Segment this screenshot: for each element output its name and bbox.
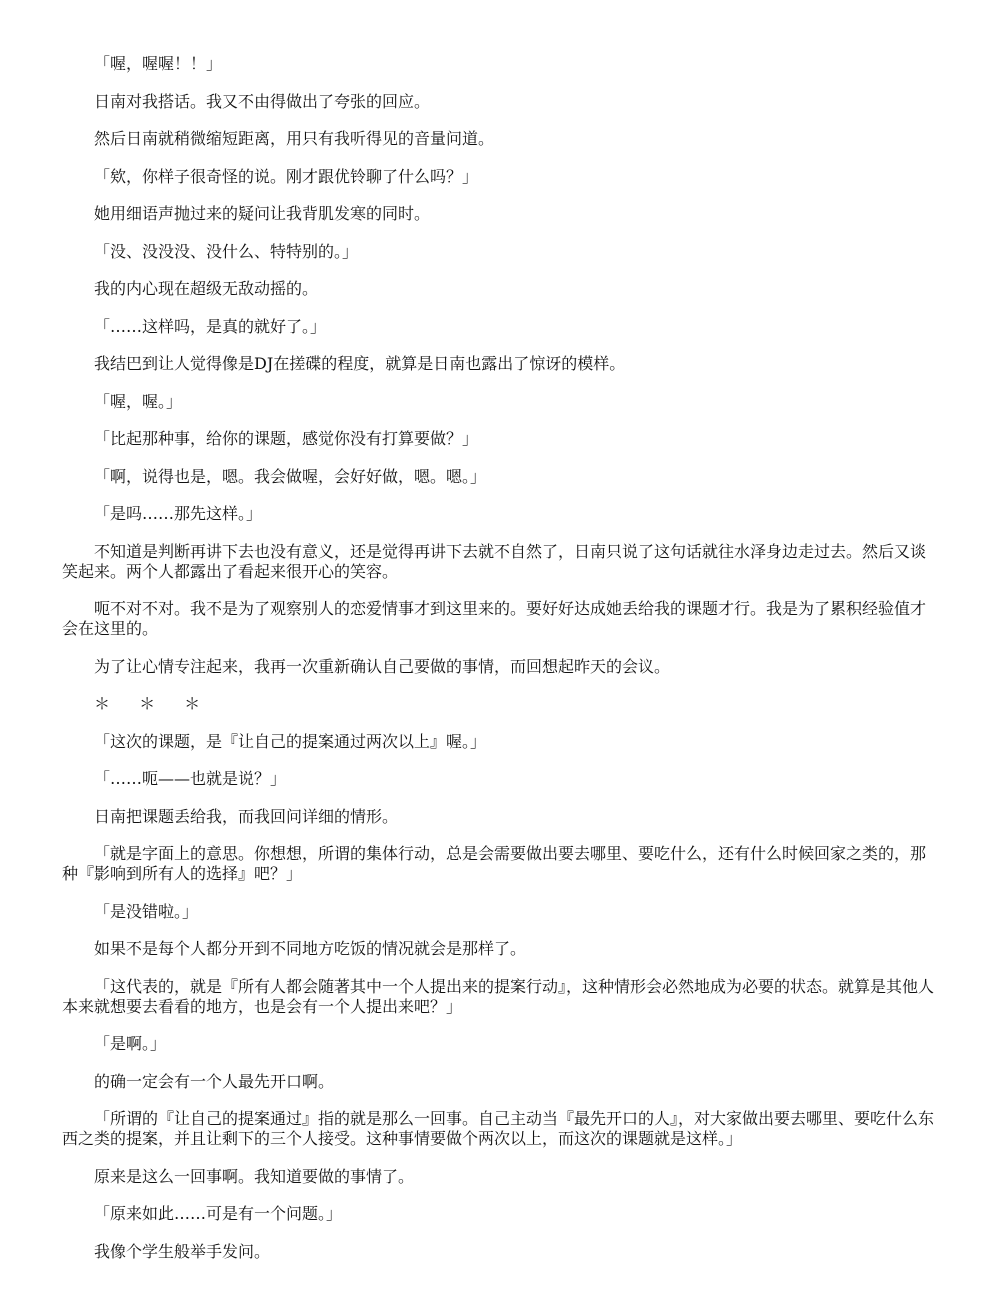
- paragraph: 「啊，说得也是，嗯。我会做喔，会好好做，嗯。嗯。」: [94, 466, 487, 486]
- paragraph: 呃不对不对。我不是为了观察别人的恋爱情事才到这里来的。要好好达成她丢给我的课题才行。我是为了累积经验值才会在这里的。: [62, 599, 927, 638]
- paragraph: 我的内心现在超级无敌动摇的。: [94, 279, 319, 298]
- paragraph: 「原来如此……可是有一个问题。」: [94, 1204, 343, 1223]
- paragraph: 「比起那种事，给你的课题，感觉你没有打算要做？」: [94, 429, 479, 448]
- paragraph: 「所谓的『让自己的提案通过』指的就是那么一回事。自己主动当『最先开口的人』，对大家做出要去哪里、要吃什么东西之类的提案，并且让剩下的三个人接受。这种事情要做个两次以上，而这次的课题就是这样。」: [62, 1109, 935, 1148]
- paragraph: 「喔，喔喔！！」: [94, 54, 223, 73]
- paragraph: 我像个学生般举手发问。: [94, 1241, 271, 1261]
- paragraph: 「没、没没没、没什么、特特别的。」: [94, 241, 359, 261]
- paragraph: 「……呃——也就是说？」: [94, 769, 287, 788]
- paragraph: 「这代表的，就是『所有人都会随著其中一个人提出来的提案行动』，这种情形会必然地成为必要的状态。就算是其他人本来就想要去看看的地方，也是会有一个人提出来吧？」: [62, 976, 935, 1016]
- paragraph: 「是吗……那先这样。」: [94, 504, 263, 523]
- paragraph: 「……这样吗，是真的就好了。」: [94, 316, 327, 336]
- section-separator: ＊ ＊ ＊: [94, 694, 213, 713]
- paragraph: 「这次的课题，是『让自己的提案通过两次以上』喔。」: [94, 731, 487, 751]
- paragraph: 「是啊。」: [94, 1034, 167, 1053]
- paragraph: 的确一定会有一个人最先开口啊。: [94, 1071, 335, 1091]
- paragraph: 为了让心情专注起来，我再一次重新确认自己要做的事情，而回想起昨天的会议。: [94, 656, 671, 676]
- paragraph: 「喔，喔。」: [94, 391, 183, 411]
- paragraph: 「欸，你样子很奇怪的说。刚才跟优铃聊了什么吗？」: [94, 166, 479, 186]
- paragraph: 「就是字面上的意思。你想想，所谓的集体行动，总是会需要做出要去哪里、要吃什么，还有什么时候回家之类的，那种『影响到所有人的选择』吧？」: [62, 844, 927, 883]
- paragraph: 她用细语声抛过来的疑问让我背肌发寒的同时。: [94, 204, 431, 223]
- paragraph: 不知道是判断再讲下去也没有意义，还是觉得再讲下去就不自然了，日南只说了这句话就往水泽身边走过去。然后又谈笑起来。两个人都露出了看起来很开心的笑容。: [62, 541, 927, 581]
- paragraph: 原来是这么一回事啊。我知道要做的事情了。: [94, 1166, 415, 1186]
- paragraph: 然后日南就稍微缩短距离，用只有我听得见的音量问道。: [94, 129, 495, 148]
- paragraph: 日南对我搭话。我又不由得做出了夸张的回应。: [94, 91, 431, 111]
- paragraph: 我结巴到让人觉得像是DJ在搓碟的程度，就算是日南也露出了惊讶的模样。: [94, 354, 626, 373]
- novel-page: [62, 54, 938, 1279]
- paragraph: 「是没错啦。」: [94, 901, 199, 921]
- paragraph: 日南把课题丢给我，而我回问详细的情形。: [94, 806, 399, 826]
- paragraph: 如果不是每个人都分开到不同地方吃饭的情况就会是那样了。: [94, 939, 527, 958]
